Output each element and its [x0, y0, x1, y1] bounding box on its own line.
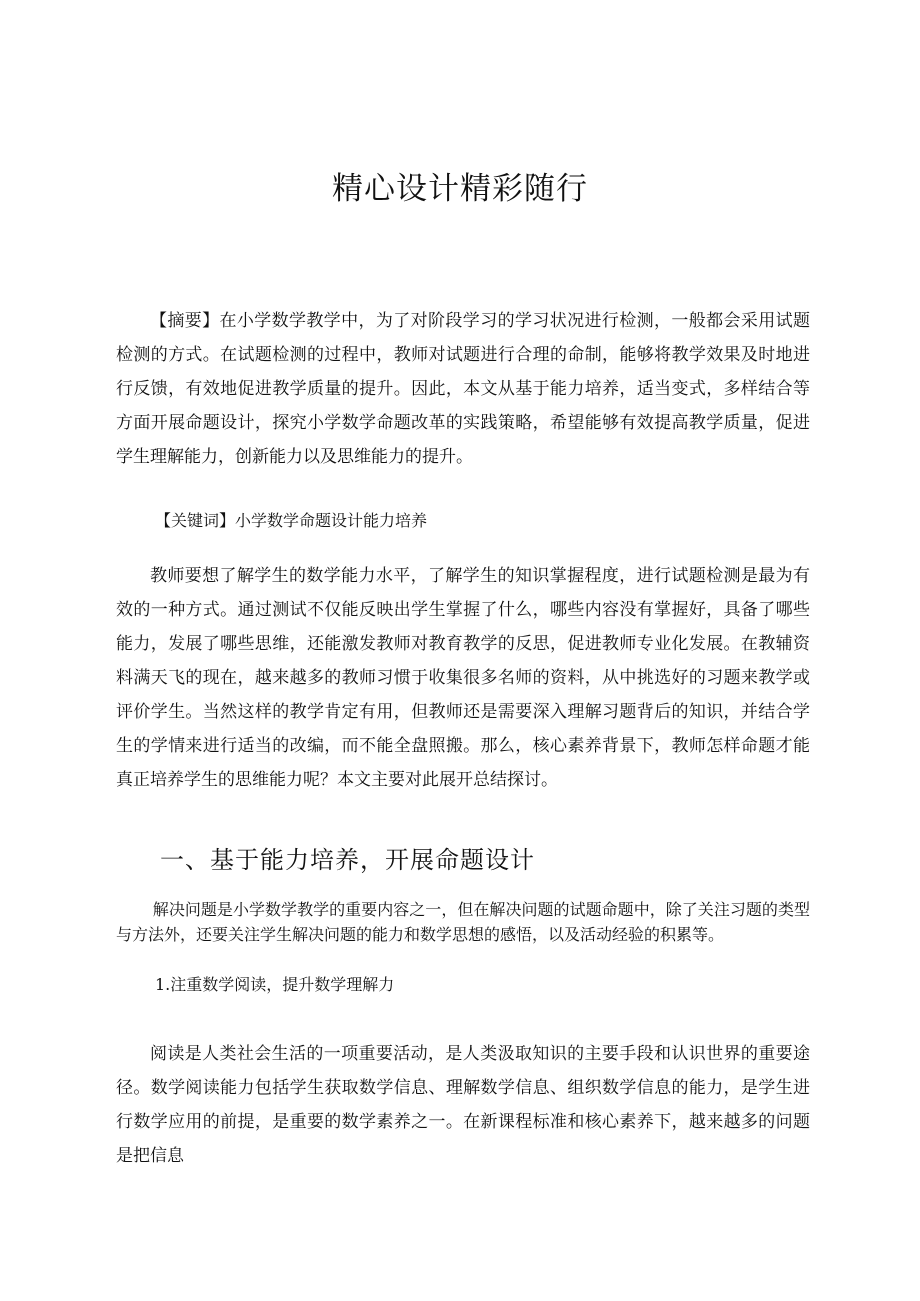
section-heading: 一、基于能力培养，开展命题设计 [160, 846, 535, 874]
keywords-line: 【关键词】小学数学命题设计能力培养 [155, 511, 428, 530]
introduction-paragraph: 教师要想了解学生的数学能力水平，了解学生的知识掌握程度，进行试题检测是最为有效的一种方式。通过测试不仅能反映出学生掌握了什么，哪些内容没有掌握好，具备了哪些能力，发展了哪些思维，还能激发教师对教育教学的反思，促进教师专业化发展。在教辅资料满天飞的现在，越来越多的教师习惯于收集很多名师的资料，从中挑选好的习题来教学或评价学生。当然这样的教学肯定有用，但教师还是需要深入理解习题背后的知识，并结合学生的学情来进行适当的改编，而不能全盘照搬。那么，核心素养背景下，教师怎样命题才能真正培养学生的思维能力呢？本文主要对此展开总结探讨。 [116, 566, 810, 790]
document-title: 精心设计精彩随行 [332, 171, 588, 207]
subsection-heading: 1.注重数学阅读，提升数学理解力 [155, 975, 395, 994]
subsection-paragraph: 阅读是人类社会生活的一项重要活动，是人类汲取知识的主要手段和认识世界的重要途径。数学阅读能力包括学生获取数学信息、理解数学信息、组织数学信息的能力，是学生进行数学应用的前提，是重要的数学素养之一。在新课程标准和核心素养下，越来越多的问题是把信息 [116, 1044, 810, 1166]
section-intro-paragraph: 解决问题是小学数学教学的重要内容之一，但在解决问题的试题命题中，除了关注习题的类型与方法外，还要关注学生解决问题的能力和数学思想的感悟，以及活动经验的积累等。 [116, 900, 810, 944]
abstract-paragraph: 【摘要】在小学数学教学中，为了对阶段学习的学习状况进行检测，一般都会采用试题检测的方式。在试题检测的过程中，教师对试题进行合理的命制，能够将教学效果及时地进行反馈，有效地促进教学质量的提升。因此，本文从基于能力培养，适当变式，多样结合等方面开展命题设计，探究小学数学命题改革的实践策略，希望能够有效提高教学质量，促进学生理解能力，创新能力以及思维能力的提升。 [116, 311, 810, 467]
